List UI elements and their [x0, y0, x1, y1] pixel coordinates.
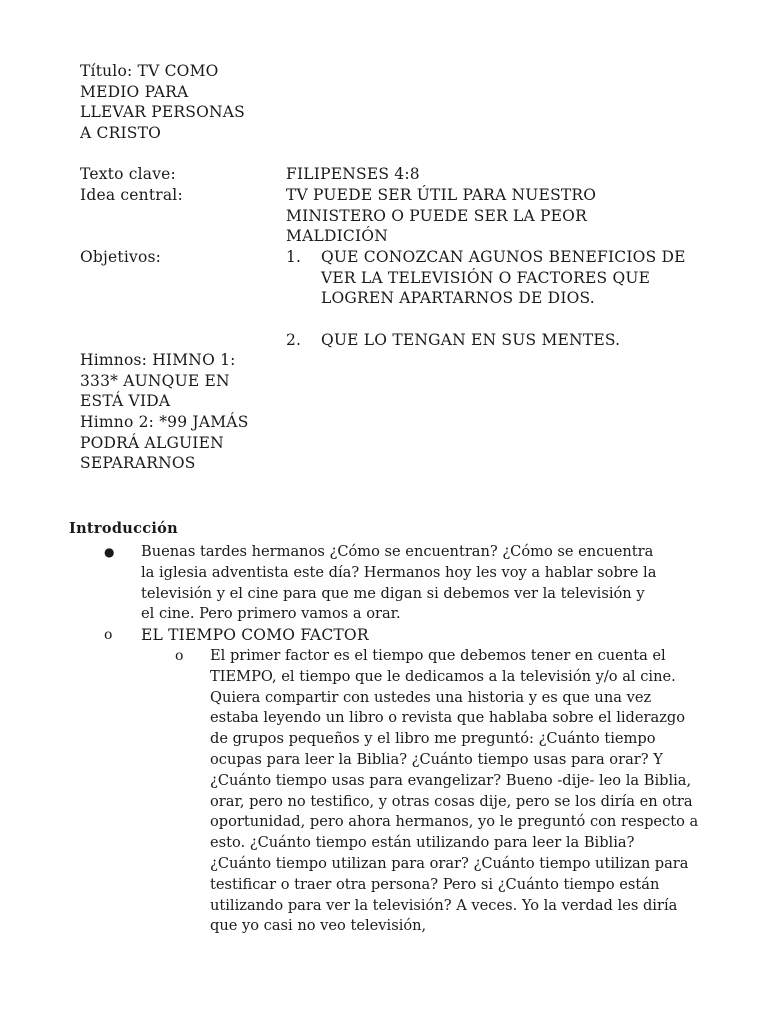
intro-heading: Introducción	[69, 520, 178, 537]
objetivos-label: Objetivos:	[80, 248, 162, 266]
texto-clave-label: Texto clave:	[80, 165, 176, 183]
title-cell: Título: TV COMO MEDIO PARA LLEVAR PERSONAS A CRISTO	[80, 62, 245, 142]
objetivo-2-number: 2.	[286, 331, 302, 349]
factor-marker: o	[104, 627, 113, 643]
factor-title: EL TIEMPO COMO FACTOR	[141, 626, 369, 644]
idea-central-value: TV PUEDE SER ÚTIL PARA NUESTRO MINISTERO O PUEDE SER LA PEOR MALDICIÓN	[286, 186, 597, 245]
idea-central-label: Idea central:	[80, 186, 183, 204]
texto-clave-value: FILIPENSES 4:8	[286, 165, 420, 183]
objetivo-1-text: QUE CONOZCAN AGUNOS BENEFICIOS DE VER LA TELEVISIÓN O FACTORES QUE LOGREN APARTARNOS DE DIOS.	[321, 248, 686, 307]
himno-1: Himnos: HIMNO 1: 333* AUNQUE EN ESTÁ VIDA	[80, 351, 236, 410]
bullet-marker: ●	[104, 545, 115, 559]
himno-2: Himno 2: *99 JAMÁS PODRÁ ALGUIEN SEPARARNOS	[80, 413, 249, 472]
objetivo-2-text: QUE LO TENGAN EN SUS MENTES.	[321, 331, 621, 349]
tiempo-paragraph: El primer factor es el tiempo que debemos tener en cuenta el TIEMPO, el tiempo que le dedicamos a la televisión y/o al cine. Quiera compartir con ustedes una historia y es que una vez estaba leyendo un libro o revista que hablaba sobre el liderazgo de grupos pequeños y el libro me preguntó: ¿Cuánto tiempo ocupas para leer la Biblia? ¿Cuánto tiempo usas para orar? Y ¿Cuánto tiempo usas para evangelizar? Bueno -dije- leo la Biblia, orar, pero no testifico, y otras cosas dije, pero se los diría en otra oportunidad, pero ahora hermanos, yo le preguntó con respecto a esto. ¿Cuánto tiempo están utilizando para leer la Biblia? ¿Cuánto tiempo utilizan para orar? ¿Cuánto tiempo utilizan para testificar o traer otra persona? Pero si ¿Cuánto tiempo están utilizando para ver la televisión? A veces. Yo la verdad les diría que yo casi no veo televisión,	[210, 647, 699, 935]
objetivo-1-number: 1.	[286, 248, 302, 266]
intro-bullet-text: Buenas tardes hermanos ¿Cómo se encuentran? ¿Cómo se encuentra la iglesia adventista este día? Hermanos hoy les voy a hablar sobre la televisión y el cine para que me digan si debemos ver la televisión y el cine. Pero primero vamos a orar.	[141, 543, 657, 623]
sub-marker: o	[175, 648, 184, 664]
